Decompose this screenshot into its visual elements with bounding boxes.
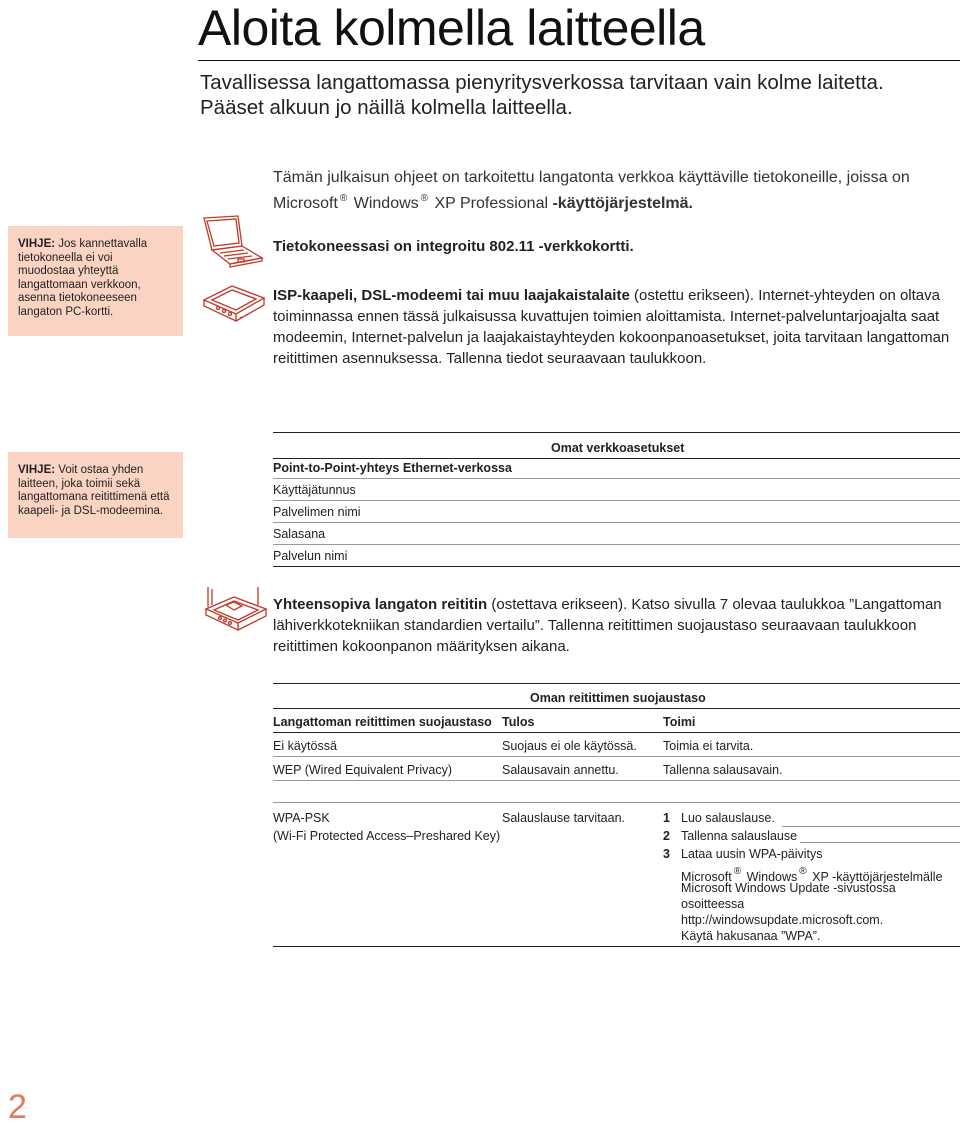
hint-box-combo-device (8, 452, 183, 538)
security-row-result: Salauslause tarvitaan. (502, 811, 625, 825)
security-row-result: Suojaus ei ole käytössä. (502, 739, 637, 753)
step-text: Tallenna salauslause (681, 829, 798, 843)
security-col-header-action: Toimi (663, 715, 696, 729)
row-divider (273, 522, 960, 523)
page-number: 2 (8, 1088, 27, 1126)
network-table-row: Point-to-Point-yhteys Ethernet-verkossa (273, 461, 512, 475)
router-icon (200, 583, 270, 638)
security-row-action: Tallenna salausavain. (663, 763, 783, 777)
row-divider (273, 802, 960, 803)
step-number: 2 (663, 829, 670, 843)
hint-text: Voit ostaa yhden laitteen, joka toimii sekä langattomana reitittimenä että kaapeli- ja DSL-modeemina. (18, 464, 170, 517)
network-table-header: Omat verkkoasetukset (551, 441, 685, 455)
row-divider (273, 544, 960, 545)
security-table-header: Oman reitittimen suojaustaso (530, 691, 706, 705)
row-divider (273, 780, 960, 781)
hint-label: VIHJE: (18, 464, 56, 476)
update-url: http://windowsupdate.microsoft.com. (681, 913, 884, 927)
item-network-card: Tietokoneessasi on integroitu 802.11 -verkkokortti. (273, 238, 634, 255)
network-table-bottom-rule (273, 566, 960, 567)
security-row-result: Salausavain annettu. (502, 763, 619, 777)
security-row-level: WPA-PSK (273, 811, 330, 825)
network-table-row: Salasana (273, 527, 326, 541)
item-broadband-device: ISP-kaapeli, DSL-modeemi tai muu laajakaistalaite (ostettu erikseen). Internet-yhteyden on oltava toiminnassa ennen tässä julkaisussa kuvattujen toimien aloittamista. Internet-palveluntarjoajalta saat modeemin, Internet-palvelun ja laajakaistayhteyden kokoonpanoasetukset, joita tarvitaan langattoman reitittimen asennuksessa. Tallenna tiedot seuraavaan taulukkoon. (273, 287, 950, 367)
step-detail: Käytä hakusanaa ”WPA”. (681, 929, 821, 943)
step-detail: osoitteessa (681, 897, 745, 911)
security-row-level: WEP (Wired Equivalent Privacy) (273, 763, 452, 777)
security-table-top-rule (273, 683, 960, 684)
row-divider (273, 756, 960, 757)
row-divider (273, 500, 960, 501)
security-row-level-detail: (Wi-Fi Protected Access–Preshared Key) (273, 829, 501, 843)
modem-icon (198, 278, 268, 333)
step-detail: Microsoft Windows Update -sivustossa (681, 881, 896, 895)
write-line (782, 826, 960, 827)
item-router: Yhteensopiva langaton reititin (ostettava erikseen). Katso sivulla 7 olevaa taulukkoa ”Langattoman lähiverkkotekniikan standardien vertailu”. Tallenna reitittimen suojaustaso seuraavaan taulukkoon reitittimen kokoonpanon määrityksen aikana. (273, 596, 942, 655)
laptop-icon (198, 212, 268, 274)
intro-text: Tavallisessa langattomassa pienyritysverkossa tarvitaan vain kolme laitetta. Pääset alkuun jo näillä kolmella laitteella. (200, 71, 884, 119)
security-row-action: Toimia ei tarvita. (663, 739, 754, 753)
os-requirement-text: Tämän julkaisun ohjeet on tarkoitettu langatonta verkkoa käyttäville tietokoneille, joissa on Microsoft ® Windows ® XP Professional -käyttöjärjestelmä. (273, 169, 910, 212)
network-table-header-rule (273, 458, 960, 459)
security-col-header-result: Tulos (502, 715, 535, 729)
network-table-row: Palvelun nimi (273, 549, 348, 563)
step-text: Lataa uusin WPA-päivitys (681, 847, 823, 861)
page-title: Aloita kolmella laitteella (198, 0, 705, 56)
hint-box-pc-card (8, 226, 183, 336)
row-divider (273, 478, 960, 479)
network-table-top-rule (273, 432, 960, 433)
step-detail-os: Microsoft ® Windows ® XP -käyttöjärjestelmälle (681, 866, 943, 884)
write-line (800, 842, 960, 843)
security-col-rule (273, 732, 960, 733)
security-table-header-rule (273, 708, 960, 709)
hint-label: VIHJE: (18, 238, 56, 250)
security-col-header-level: Langattoman reitittimen suojaustaso (273, 715, 492, 729)
network-table-row: Käyttäjätunnus (273, 483, 356, 497)
step-number: 1 (663, 811, 670, 825)
security-table-bottom-rule (273, 946, 960, 947)
security-row-level: Ei käytössä (273, 739, 337, 753)
title-divider (198, 60, 960, 61)
hint-text: Jos kannettavalla tietokoneella ei voi muodostaa yhteyttä langattomaan verkkoon, asenna tietokoneeseen langaton PC-kortti. (18, 238, 148, 318)
step-text: Luo salauslause. (681, 811, 775, 825)
step-number: 3 (663, 847, 670, 861)
network-table-row: Palvelimen nimi (273, 505, 361, 519)
